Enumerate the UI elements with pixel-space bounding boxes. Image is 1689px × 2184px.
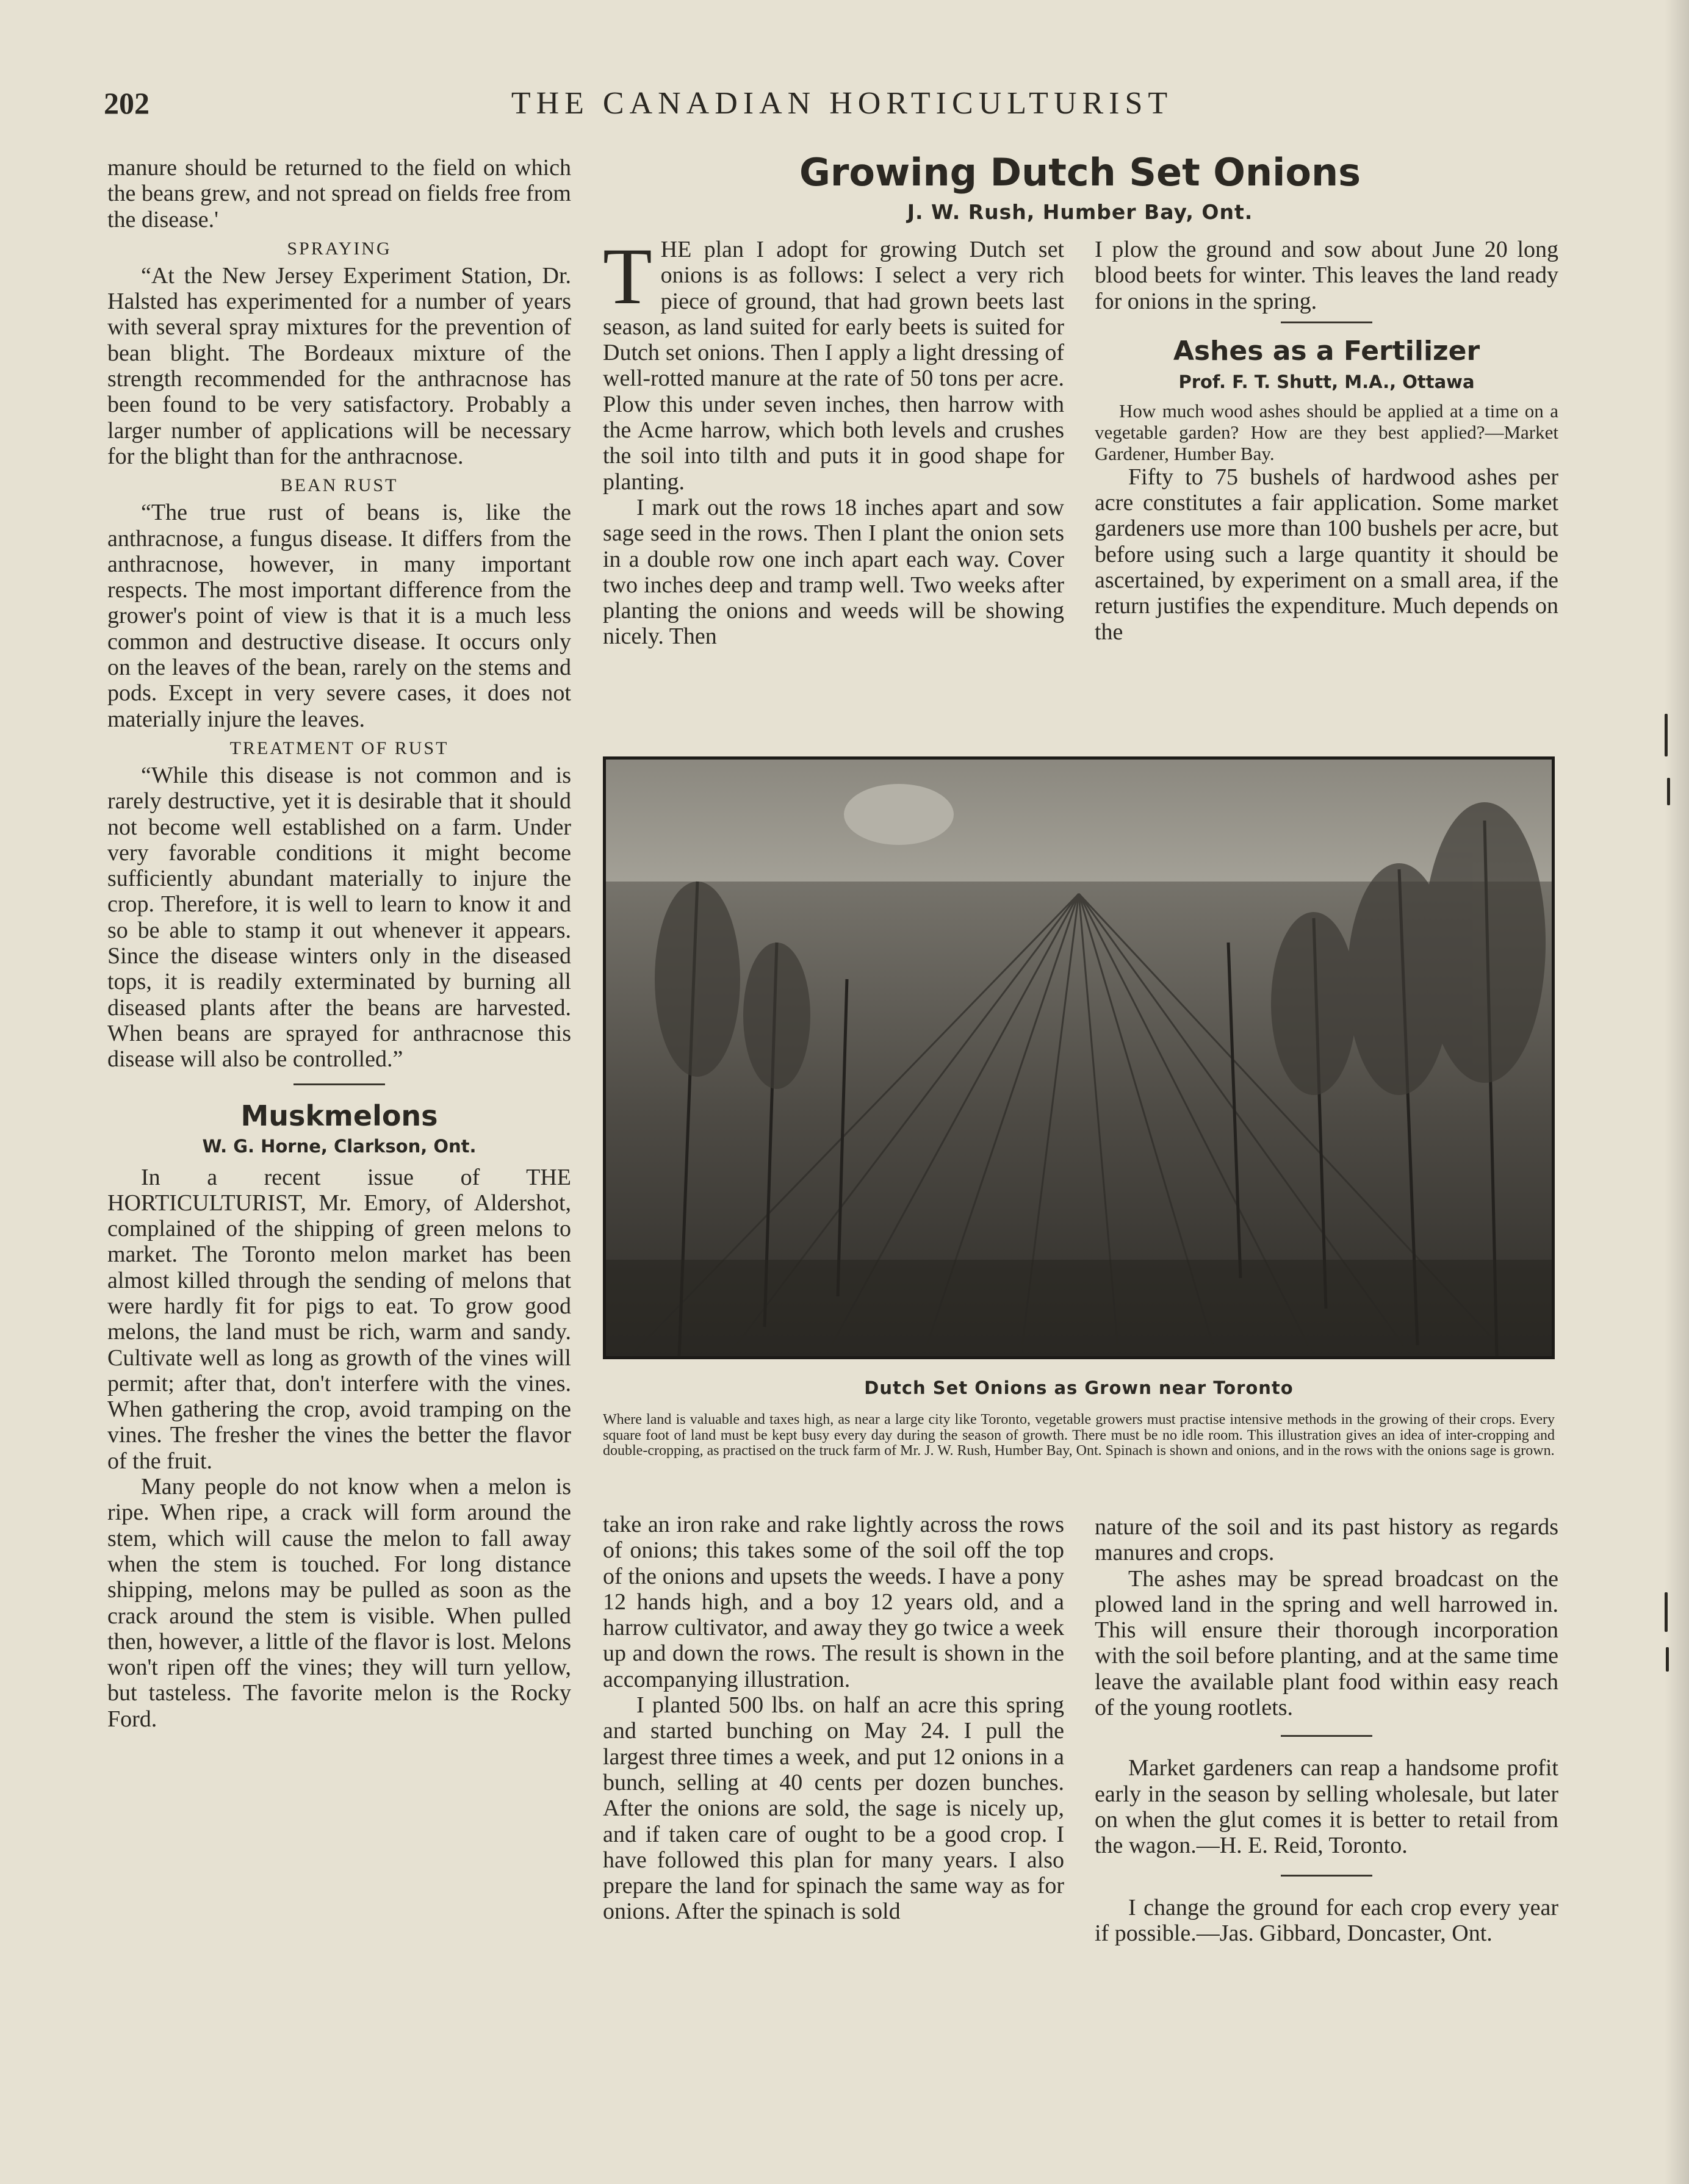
gibbard-filler: I change the ground for each crop every year if possible.—Jas. Gibbard, Doncaster, Ont. <box>1095 1894 1558 1946</box>
muskmelons-paragraph-1: In a recent issue of THE HORTICULTURIST, Mr. Emory, of Aldershot, complained of the shipping of green melons to market. The Toronto melon market has been almost killed through the sending of melons that were hardly fit for pigs to eat. To grow good melons, the land must be rich, warm and sandy. Cultivate well as long as growth of the vines will permit; after that, don't interfere with the vines. When gathering the crop, avoid tramping on the vines. The fresher the vines the better the flavor of the fruit. <box>107 1164 571 1474</box>
field-illustration <box>606 760 1552 1356</box>
journal-title: THE CANADIAN HORTICULTURIST <box>511 86 1173 121</box>
ashes-question: How much wood ashes should be applied at a time on a vegetable garden? How are they best applied?—Market Gardener, Humber Bay. <box>1095 400 1558 464</box>
margin-mark <box>1665 714 1668 756</box>
section-divider <box>294 1083 385 1085</box>
section-divider <box>1281 1875 1372 1877</box>
left-column <box>107 155 571 1732</box>
page-header <box>104 85 1580 128</box>
treatment-heading: TREATMENT OF RUST <box>229 738 449 758</box>
ashes-paragraph-3: The ashes may be spread broadcast on the plowed land in the spring and well harrowed in. This will ensure their thorough incorporation with the soil before planting, and at the same time leave the available plant food within easy reach of the young rootlets. <box>1095 1565 1558 1721</box>
ashes-paragraph-1: Fifty to 75 bushels of hardwood ashes per acre constitutes a fair application. Some market gardeners use more than 100 bushels per acre, but before using such a large quantity it should be ascertained, by experiment on a small area, if the return justifies the expenditure. Much depends on the <box>1095 464 1558 645</box>
muskmelons-title: Muskmelons <box>240 1099 438 1132</box>
margin-mark <box>1666 1647 1669 1672</box>
figure-caption: Where land is valuable and taxes high, as near a large city like Toronto, vegetable growers must practise intensive methods in the growing of their crops. Every square foot of land must be kept busy every day during the season of growth. There must be no idle room. This illustration gives an idea of inter-cropping and double-cropping, as practised on the truck farm of Mr. J. W. Rush, Humber Bay, Ont. Spinach is shown and onions, and in the rows with the onions sage is grown. <box>603 1412 1555 1459</box>
onions-paragraph-2: I mark out the rows 18 inches apart and sow sage seed in the rows. Then I plant the onion sets in a double row one inch apart each way. Cover two inches deep and tramp well. Two weeks after planting the onions and weeds will be showing nicely. Then <box>603 494 1064 650</box>
page-number: 202 <box>104 86 149 120</box>
onions-paragraph-1 <box>603 231 1064 495</box>
right-lower-column <box>1095 1514 1558 1946</box>
margin-mark <box>1665 1592 1668 1632</box>
ashes-byline: Prof. F. T. Shutt, M.A., Ottawa <box>1178 371 1475 392</box>
section-divider <box>1281 321 1372 323</box>
middle-lower-column <box>603 1512 1064 1925</box>
bean-rust-heading: BEAN RUST <box>280 475 398 496</box>
spraying-heading: SPRAYING <box>287 238 392 259</box>
onion-field-photo <box>603 756 1555 1359</box>
left-intro-paragraph: manure should be returned to the field on which the beans grew, and not spread on fields free from the disease.' <box>107 155 571 232</box>
page-edge-shadow <box>1665 0 1689 2184</box>
right-upper-column <box>1095 237 1558 645</box>
section-divider <box>1281 1735 1372 1737</box>
drop-cap: T <box>603 231 652 321</box>
onions-paragraph-3: I plow the ground and sow about June 20 long blood beets for winter. This leaves the land ready for onions in the spring. <box>1095 237 1558 314</box>
treatment-paragraph: “While this disease is not common and is rarely destructive, yet it is desirable that it should not become well established on a farm. Under very favorable conditions it might become sufficiently abundant materially to injure the crop. Therefore, it is well to learn to know it and so be able to stamp it out whenever it appears. Since the disease winters only in the diseased tops, it is readily exterminated by burning all diseased plants after the beans are harvested. When beans are sprayed for anthracnose this disease will also be controlled.” <box>107 762 571 1072</box>
muskmelons-byline: W. G. Horne, Clarkson, Ont. <box>202 1135 477 1157</box>
figure-title: Dutch Set Onions as Grown near Toronto <box>864 1378 1294 1398</box>
margin-mark <box>1667 778 1670 805</box>
onions-lower-paragraph-1: take an iron rake and rake lightly across the rows of onions; this takes some of the soil off the top of the onions and upsets the weeds. I have a pony 12 hands high, and a boy 12 years old, and a harrow cultivator, and away they go twice a week up and down the rows. The result is shown in the accompanying illustration. <box>603 1512 1064 1692</box>
main-article-byline: J. W. Rush, Humber Bay, Ont. <box>907 200 1253 224</box>
muskmelons-paragraph-2: Many people do not know when a melon is ripe. When ripe, a crack will form around the stem, which will cause the melon to fall away when the stem is touched. For long distance shipping, melons may be pulled as soon as the crack around the stem is visible. When pulled then, however, a little of the flavor is lost. Melons won't ripen off the vines; they will turn yellow, but tasteless. The favorite melon is the Rocky Ford. <box>107 1474 571 1732</box>
onions-paragraph-1-text: HE plan I adopt for growing Dutch set onions is as follows: I select a very rich piece of ground, that had grown beets last season, as land suited for early beets is suited for Dutch set onions. Then I apply a light dressing of well-rotted manure at the rate of 50 tons per acre. Plow this under seven inches, then harrow with the Acme harrow, which both levels and crushes the soil into tilth and puts it in good shape for planting. <box>603 237 1064 495</box>
ashes-title: Ashes as a Fertilizer <box>1173 335 1480 367</box>
bean-rust-paragraph: “The true rust of beans is, like the anthracnose, a fungus disease. It differs from the anthracnose, however, in many important respects. The most important difference from the grower's point of view is that it is a much less common and destructive disease. It occurs only on the leaves of the bean, rarely on the stems and pods. Except in very severe cases, it does not materially injure the leaves. <box>107 500 571 732</box>
main-article-title: Growing Dutch Set Onions <box>799 150 1361 195</box>
onions-lower-paragraph-2: I planted 500 lbs. on half an acre this spring and started bunching on May 24. I pull the largest three times a week, and put 12 onions in a bunch, selling at 40 cents per dozen bunches. After the onions are sold, the sage is nicely up, and if taken care of ought to be a good crop. I have followed this plan for many years. I also prepare the land for spinach the same way as for onions. After the spinach is sold <box>603 1692 1064 1925</box>
middle-upper-column <box>603 231 1064 650</box>
reid-filler: Market gardeners can reap a handsome profit early in the season by selling wholesale, but later on when the glut comes it is better to retail from the wagon.—H. E. Reid, Toronto. <box>1095 1755 1558 1859</box>
spraying-paragraph: “At the New Jersey Experiment Station, Dr. Halsted has experimented for a number of years with several spray mixtures for the prevention of bean blight. The Bordeaux mixture of the strength recommended for the anthracnose has been found to be very satisfactory. Probably a larger number of applications will be necessary for the blight than for the anthracnose. <box>107 262 571 469</box>
ashes-paragraph-2: nature of the soil and its past history as regards manures and crops. <box>1095 1514 1558 1566</box>
